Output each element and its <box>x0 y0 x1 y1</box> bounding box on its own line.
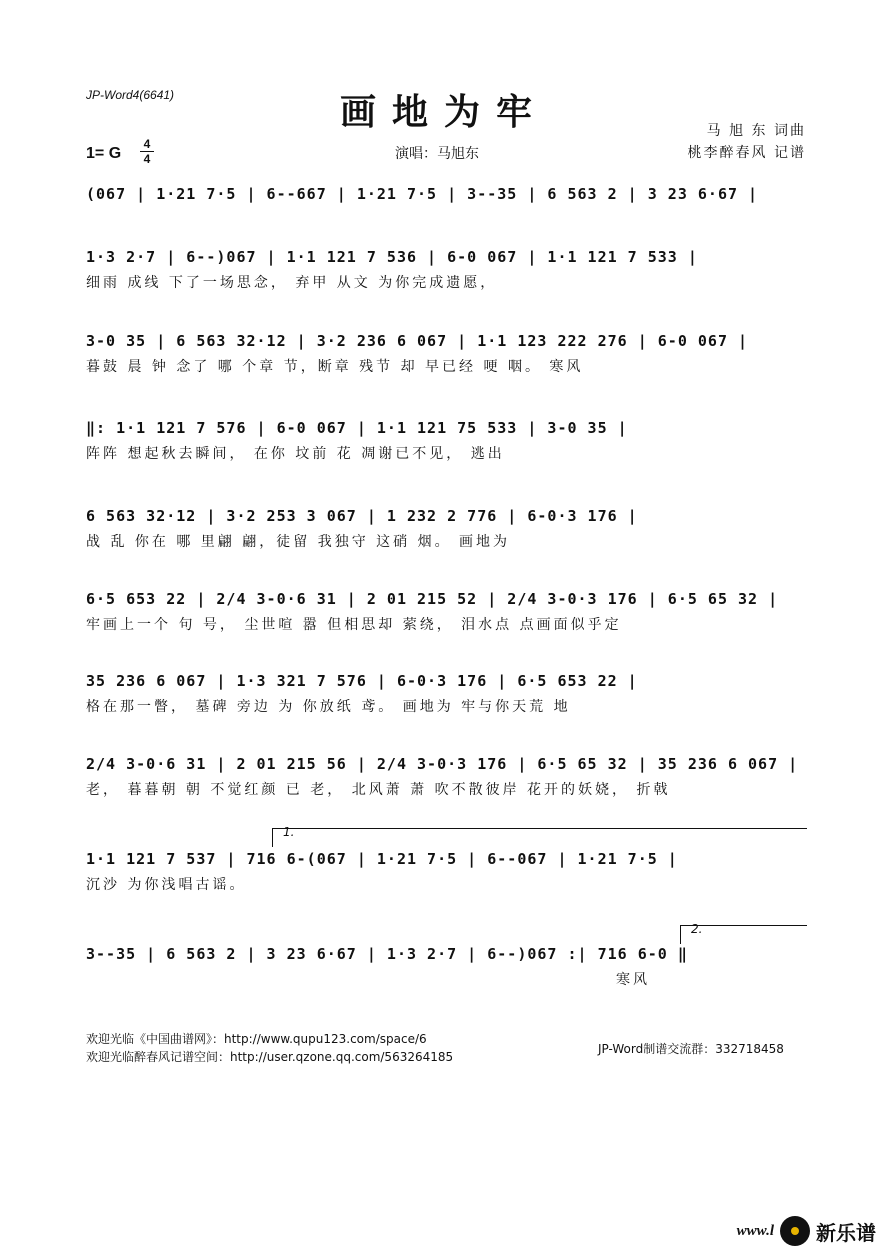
lyric-line: 细雨 成线 下了一场思念， 弃甲 从文 为你完成遗愿， <box>86 275 498 291</box>
lyric-line <box>86 210 808 230</box>
lyric-line: 战 乱 你在 哪 里翩 翩，徒留 我独守 这硝 烟。 画地为 <box>86 534 511 550</box>
notation-line: (067 | 1·21 7·5 | 6--667 | 1·21 7·5 | 3--35 | 6 563 2 | 3 23 6·67 | <box>86 185 759 203</box>
lyric-line: 沉沙 为你浅唱古谣。 <box>86 877 247 893</box>
time-signature <box>140 138 154 165</box>
lyric-line: 格在那一瞥， 墓碑 旁边 为 你放纸 鸢。 画地为 牢与你天荒 地 <box>86 699 571 715</box>
notation-line: ‖: 1·1 121 7 576 | 6-0 067 | 1·1 121 75 533 | 3-0 35 | <box>86 419 628 437</box>
footer-line-2[interactable]: 欢迎光临醉春风记谱空间：http://user.qzone.qq.com/563264185 <box>86 1050 454 1064</box>
notation-line: 6 563 32·12 | 3·2 253 3 067 | 1 232 2 776 | 6-0·3 176 | <box>86 507 638 525</box>
lyric-line: 牢画上一个 句 号， 尘世喧 嚣 但相思却 萦绕， 泪水点 点画面似乎定 <box>86 617 622 633</box>
footer-links <box>86 1030 453 1066</box>
notation-line: 6·5 653 22 | 2/4 3-0·6 31 | 2 01 215 52 | 2/4 3-0·3 176 | 6·5 65 32 | <box>86 590 779 608</box>
notation-line: 1·3 2·7 | 6--)067 | 1·1 121 7 536 | 6-0 067 | 1·1 121 7 533 | <box>86 248 698 266</box>
site-logo[interactable] <box>737 1216 876 1246</box>
logo-url: www.l <box>736 1222 774 1239</box>
logo-name: 新乐谱 <box>816 1220 876 1245</box>
lyric-line: 阵阵 想起秋去瞬间， 在你 坟前 花 凋谢已不见， 逃出 <box>86 446 505 462</box>
time-top: 4 <box>143 137 151 151</box>
second-ending-label: 2. <box>691 922 703 936</box>
time-bottom: 4 <box>143 152 151 166</box>
software-label: JP-Word4(6641) <box>86 88 175 102</box>
lyric-line: 老， 暮暮朝 朝 不觉红颜 已 老， 北风萧 萧 吹不散彼岸 花开的妖娆， 折戟 <box>86 782 671 798</box>
record-icon <box>780 1216 810 1246</box>
lyricist-composer: 马 旭 东 词曲 <box>706 123 806 139</box>
transcriber: 桃李醉春风 记谱 <box>687 145 806 161</box>
song-title: 画地为牢 <box>339 91 548 133</box>
singer: 演唱：马旭东 <box>395 146 479 162</box>
notation-line: 35 236 6 067 | 1·3 321 7 576 | 6-0·3 176 | 6·5 653 22 | <box>86 672 638 690</box>
notation-line: 2/4 3-0·6 31 | 2 01 215 56 | 2/4 3-0·3 176 | 6·5 65 32 | 35 236 6 067 | <box>86 755 799 773</box>
notation-line: 1·1 121 7 537 | 716 6-(067 | 1·21 7·5 | 6--067 | 1·21 7·5 | <box>86 850 678 868</box>
footer-group: JP-Word制谱交流群：332718458 <box>598 1042 784 1056</box>
lyric-line: 寒风 <box>616 972 650 988</box>
footer-line-1[interactable]: 欢迎光临《中国曲谱网》：http://www.qupu123.com/space/6 <box>86 1032 427 1046</box>
key-signature: 1= G <box>86 145 122 162</box>
lyric-line: 暮鼓 晨 钟 念了 哪 个章 节，断章 残节 却 早已经 哽 咽。 寒风 <box>86 359 584 375</box>
first-ending-label: 1. <box>283 825 295 839</box>
notation-line: 3-0 35 | 6 563 32·12 | 3·2 236 6 067 | 1·1 123 222 276 | 6-0 067 | <box>86 332 749 350</box>
notation-line: 3--35 | 6 563 2 | 3 23 6·67 | 1·3 2·7 | 6--)067 :| 716 6-0 ‖ <box>86 945 688 963</box>
credits <box>688 120 806 164</box>
